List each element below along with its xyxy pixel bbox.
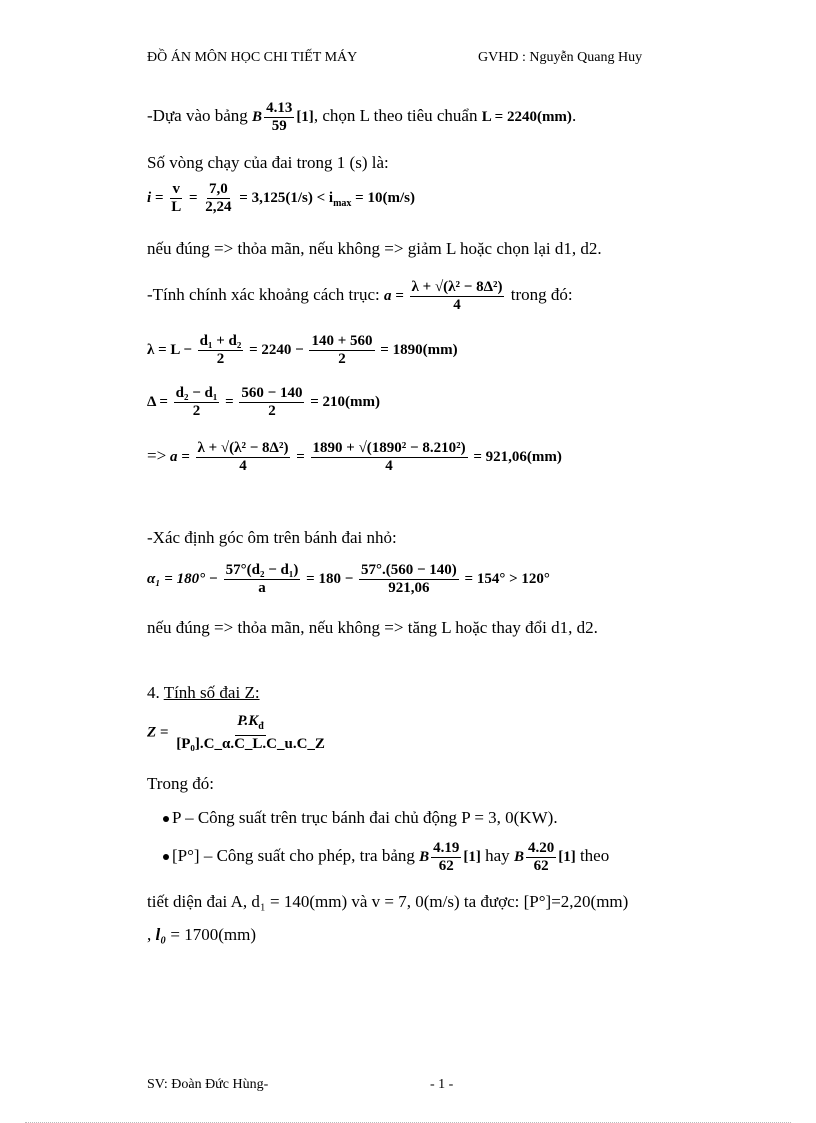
bullet-icon — [163, 816, 169, 822]
footer-student: SV: Đoàn Đức Hùng- — [147, 1077, 269, 1092]
equation-i: i = $\frac{v}{L}$ = $\frac{7,0}{2,24}$ = $3,125(1/s) < i_{max} = 10(m/s)$ — [147, 181, 415, 215]
header-instructor: GVHD : Nguyễn Quang Huy — [478, 50, 643, 65]
line-where: Trong đó: — [147, 774, 214, 793]
line-section-a: tiết diện đai A, d₁ = 140(mm) và v = 7, 0(m/s) ta được: [P°]=2,20(mm) — [147, 892, 629, 911]
line-condition-1: nếu đúng => thỏa mãn, nếu không => giảm L hoặc chọn lại d1, d2. — [147, 239, 602, 258]
equation-lambda: λ = L − $\frac{\text{d₁ + d₂}}{2}$ = 2240 − $\frac{140 + 560}{2}$ = 1890(mm) — [147, 333, 458, 367]
section-heading: 4. Tính số đai Z: — [147, 683, 260, 702]
line-l0: , l₀ = 1700(mm) — [147, 925, 257, 944]
line-wrap-angle: -Xác định góc ôm trên bánh đai nhỏ: — [147, 528, 397, 547]
equation-delta: Δ = $\frac{\text{d₂ − d₁}}{2}$ = $\frac{560 - 140}{2}$ = 210(mm) — [147, 385, 381, 419]
line-axis-distance: -Tính chính xác khoảng cách trục: a = $\frac{\text{λ + √(λ² − 8Δ²)}}{4}$ trong đó: — [147, 279, 573, 313]
equation-a-result: => a = $\frac{\text{λ + √(λ² − 8Δ²)}}{4}$ = $\frac{\text{1890 + √(1890² − 8.210²)}}{4}$ = 921,06(mm) — [147, 440, 562, 474]
line-revolutions: Số vòng chạy của đai trong 1 (s) là: — [147, 153, 389, 172]
header-title: ĐỒ ÁN MÔN HỌC CHI TIẾT MÁY — [147, 50, 358, 65]
page-number: - 1 - — [430, 1077, 454, 1092]
equation-alpha: α₁ = 180° − $\frac{\text{57°(d₂ − d₁)}}{a}$ = 180 − $\frac{57^\circ.(560 - 140)}{921,06}$ = 154° > 120° — [147, 562, 550, 596]
equation-z: Z = $\frac{P.K_đ}{\text{[P₀].C\_α.C\_L.C\_u.C\_Z}}$ — [147, 713, 325, 752]
line-table-ref: -Dựa vào bảng B $\frac{4.13}{59}$ [1], chọn L theo tiêu chuẩn L = 2240(mm). — [147, 100, 577, 134]
bullet-p0: [P°] – Công suất cho phép, tra bảng B $\frac{4.19}{62}$ [1] hay B $\frac{4.20}{62}$ [1] theo — [163, 840, 609, 875]
bullet-icon — [163, 854, 169, 860]
line-condition-2: nếu đúng => thỏa mãn, nếu không => tăng L hoặc thay đổi d1, d2. — [147, 618, 598, 637]
bullet-p: P – Công suất trên trục bánh đai chủ động P = 3, 0(KW). — [163, 808, 558, 828]
